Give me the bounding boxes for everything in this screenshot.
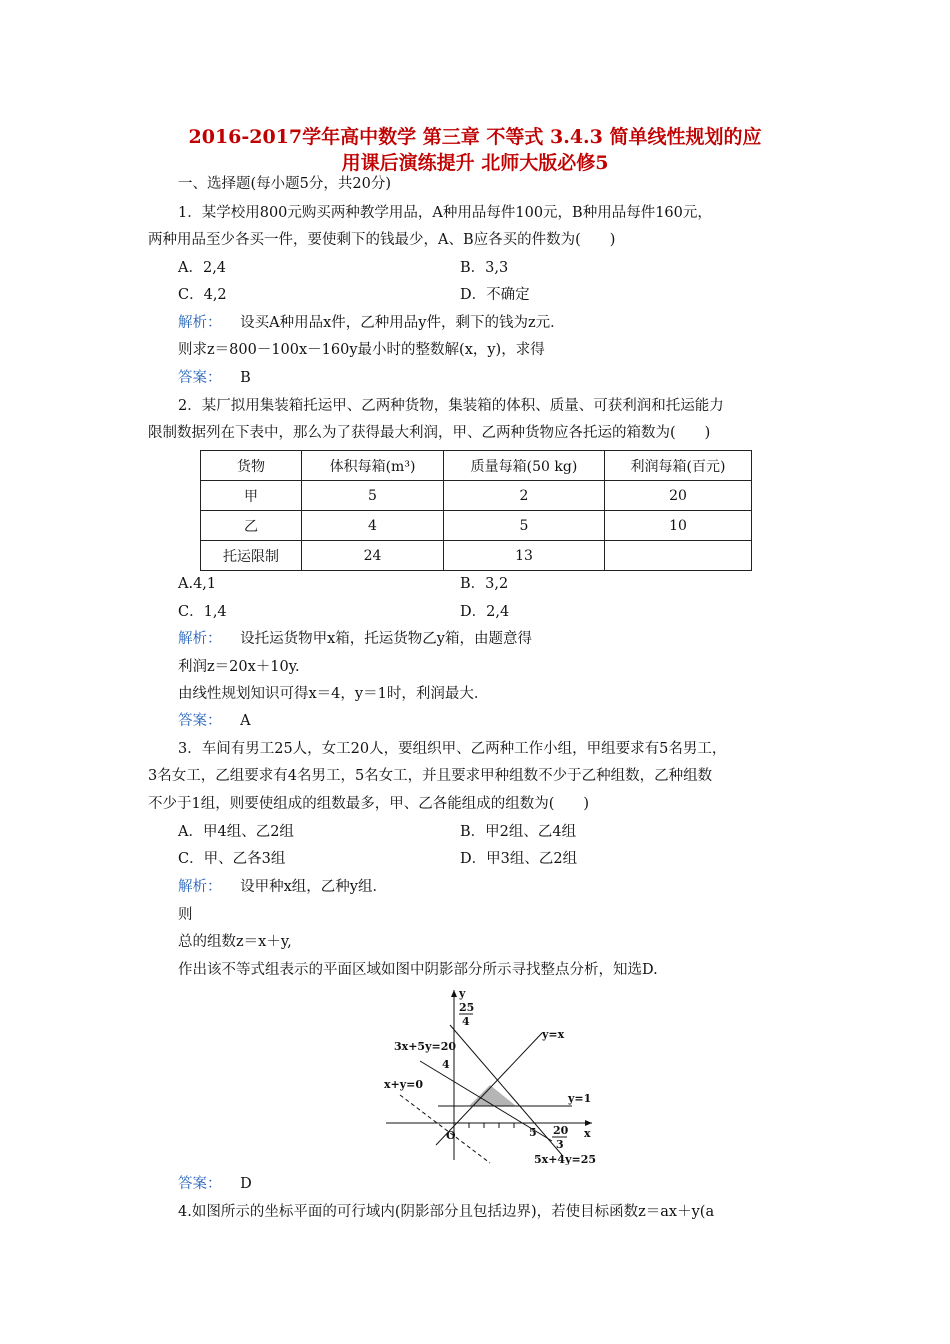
table-cell: 5 <box>444 511 605 541</box>
q3-option-c: C．甲、乙各3组 <box>178 851 286 867</box>
q2-analysis-text3: 由线性规划知识可得x＝4，y＝1时，利润最大． <box>178 686 489 702</box>
label-5x4y25: 5x+4y=25 <box>534 1153 596 1165</box>
q2-data-table <box>200 450 752 571</box>
q2-analysis-text2: 利润z＝20x＋10y. <box>178 659 300 675</box>
q1-answer-row <box>178 368 251 388</box>
x-tick-denominator: 3 <box>556 1138 564 1151</box>
q3-option-a: A．甲4组、乙2组 <box>178 824 294 840</box>
q2-analysis-text1: 设托运货物甲x箱，托运货物乙y箱，由题意得 <box>240 631 532 647</box>
label-y-eq-x: y=x <box>542 1028 565 1041</box>
table-row <box>201 541 752 571</box>
document-title-line2: 用课后演练提升 北师大版必修5 <box>341 152 609 174</box>
q2-option-a: A.4,1 <box>178 576 217 592</box>
q3-analysis-row <box>178 877 387 897</box>
q3-option-d: D．甲3组、乙2组 <box>460 851 578 867</box>
y-axis-arrow <box>451 990 457 997</box>
q1-stem-line1: 1．某学校用800元购买两种教学用品，A种用品每件100元，B种用品每件160元， <box>178 205 712 221</box>
q1-answer-label: 答案： <box>178 370 222 386</box>
q1-option-d: D．不确定 <box>460 287 530 303</box>
table-cell: 甲 <box>201 481 302 511</box>
feasible-region-graph <box>380 985 600 1165</box>
table-cell: 10 <box>605 511 752 541</box>
table-cell: 2 <box>444 481 605 511</box>
q1-option-c: C．4,2 <box>178 287 227 303</box>
table-row <box>201 511 752 541</box>
table-cell: 13 <box>444 541 605 571</box>
table-header-row <box>201 451 752 481</box>
q3-analysis-text1: 设甲种x组，乙种y组． <box>240 879 387 895</box>
table-header-cell: 质量每箱(50 kg) <box>444 451 605 481</box>
q3-stem-line1: 3．车间有男工25人，女工20人，要组织甲、乙两种工作小组，甲组要求有5名男工， <box>178 741 727 757</box>
q3-answer: D <box>240 1176 252 1192</box>
table-cell: 24 <box>302 541 444 571</box>
q3-analysis-label: 解析： <box>178 879 222 895</box>
table-cell: 5 <box>302 481 444 511</box>
q1-option-b: B．3,3 <box>460 260 509 276</box>
q2-answer-row <box>178 711 251 731</box>
q3-stem-line2: 3名女工，乙组要求有4名男工，5名女工，并且要求甲种组数不少于乙种组数，乙种组数 <box>148 768 713 784</box>
q2-answer: A <box>240 713 251 729</box>
table-cell: 乙 <box>201 511 302 541</box>
q1-stem-line2: 两种用品至少各买一件，要使剩下的钱最少，A、B应各买的件数为( ) <box>148 232 616 248</box>
q2-stem-line1: 2．某厂拟用集装箱托运甲、乙两种货物，集装箱的体积、质量、可获利润和托运能力 <box>178 398 724 414</box>
document-title-line1: 2016-2017学年高中数学 第三章 不等式 3.4.3 简单线性规划的应 <box>188 126 762 148</box>
y-top-numerator: 25 <box>459 1001 475 1014</box>
table-cell: 20 <box>605 481 752 511</box>
origin-label: O <box>446 1129 456 1142</box>
table-header-cell: 货物 <box>201 451 302 481</box>
q1-analysis-label: 解析： <box>178 315 222 331</box>
q2-option-c: C．1,4 <box>178 604 227 620</box>
label-3x5y20: 3x+5y=20 <box>394 1040 456 1053</box>
table-header-cell: 利润每箱(百元) <box>605 451 752 481</box>
section-heading: 一、选择题(每小题5分，共20分) <box>178 176 391 192</box>
y-top-denominator: 4 <box>462 1015 470 1028</box>
x-axis-arrow <box>585 1120 592 1126</box>
x-tick-numerator: 20 <box>553 1124 569 1137</box>
x-tick-5: 5 <box>529 1126 537 1139</box>
q2-stem-line2: 限制数据列在下表中，那么为了获得最大利润，甲、乙两种货物应各托运的箱数为( ) <box>148 425 711 441</box>
q3-option-b: B．甲2组、乙4组 <box>460 824 577 840</box>
y-axis-label: y <box>459 987 466 1000</box>
table-cell: 托运限制 <box>201 541 302 571</box>
label-y-eq-1: y=1 <box>568 1092 592 1105</box>
q3-analysis-text4: 作出该不等式组表示的平面区域如图中阴影部分所示寻找整点分析，知选D. <box>178 962 658 978</box>
table-cell <box>605 541 752 571</box>
q2-option-d: D．2,4 <box>460 604 510 620</box>
q1-analysis-text1: 设买A种用品x件，乙种用品y件，剩下的钱为z元． <box>240 315 565 331</box>
q1-analysis-text2: 则求z＝800－100x－160y最小时的整数解(x，y)，求得 <box>178 342 545 358</box>
q3-analysis-text3: 总的组数z＝x＋y, <box>178 934 292 950</box>
table-cell: 4 <box>302 511 444 541</box>
q3-answer-row <box>178 1174 252 1194</box>
q2-analysis-label: 解析： <box>178 631 222 647</box>
q3-analysis-text2: 则 <box>178 907 193 923</box>
label-x-plus-y-0: x+y=0 <box>384 1078 424 1091</box>
q3-answer-label: 答案： <box>178 1176 222 1192</box>
x-axis-label: x <box>584 1127 591 1140</box>
q2-option-b: B．3,2 <box>460 576 509 592</box>
line-5x4y25 <box>450 1025 562 1155</box>
q1-answer: B <box>240 370 251 386</box>
q3-stem-line3: 不少于1组，则要使组成的组数最多，甲、乙各能组成的组数为( ) <box>148 796 590 812</box>
q2-analysis-row <box>178 629 532 649</box>
q1-analysis-row <box>178 313 565 333</box>
table-header-cell: 体积每箱(m³) <box>302 451 444 481</box>
q1-option-a: A．2,4 <box>178 260 227 276</box>
table-row <box>201 481 752 511</box>
y-tick-4: 4 <box>442 1058 450 1071</box>
q2-answer-label: 答案： <box>178 713 222 729</box>
q4-stem-line1: 4.如图所示的坐标平面的可行域内(阴影部分且包括边界)，若使目标函数z＝ax＋y(a <box>178 1204 715 1220</box>
